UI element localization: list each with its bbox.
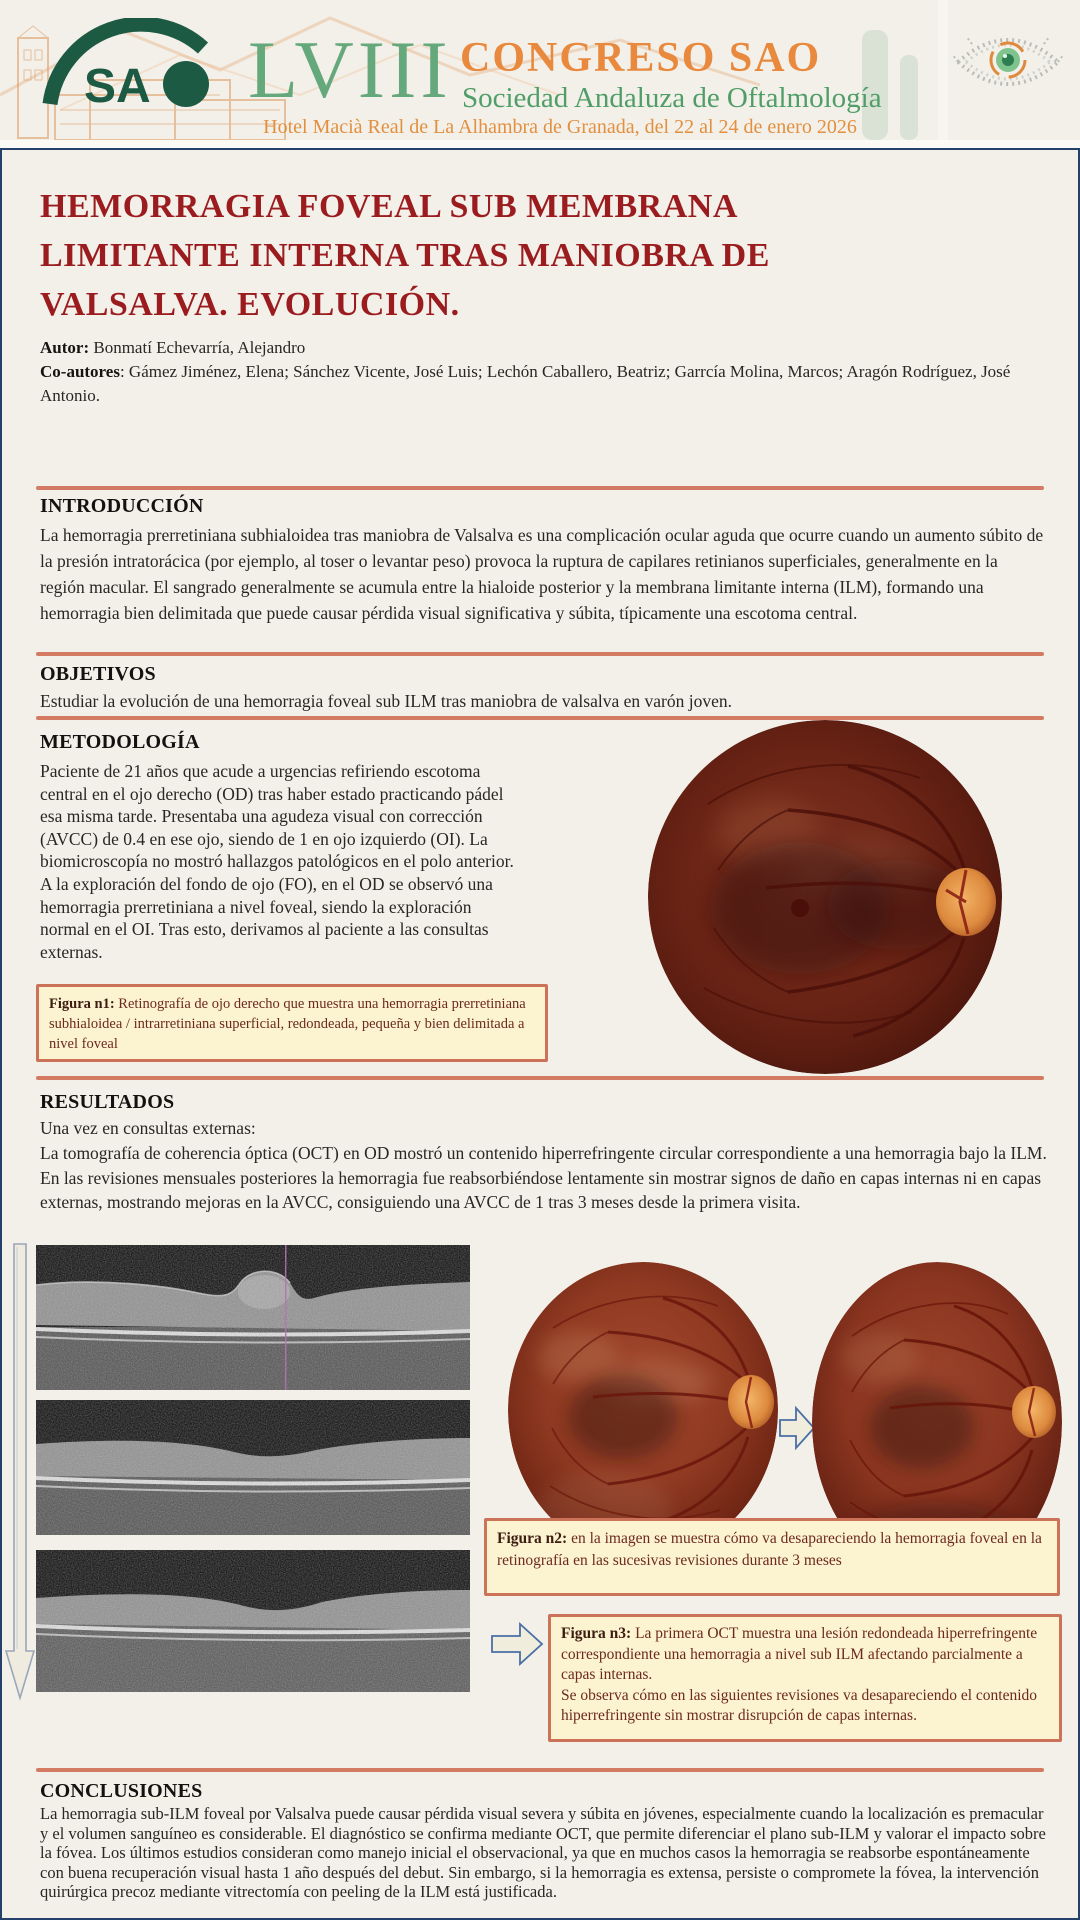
coauthors-line — [40, 360, 1040, 408]
down-arrow-icon — [4, 1243, 36, 1701]
oct-scan-followup-1 — [36, 1400, 470, 1535]
congress-society-name: Sociedad Andaluza de Oftalmología — [462, 82, 882, 114]
metodologia-text — [40, 760, 518, 963]
right-arrow-icon — [778, 1406, 816, 1450]
congress-header-banner — [0, 0, 1080, 140]
figure-3-label: Figura n3: — [561, 1625, 632, 1642]
figure-2-caption: en la imagen se muestra cómo va desapareciendo la hemorragia foveal en la retinografía en las sucesivas revisiones durante 3 meses — [497, 1530, 1042, 1569]
coauthors-names: : Gámez Jiménez, Elena; Sánchez Vicente, José Luis; Lechón Caballero, Beatriz; Garrcía Molina, Marcos; Aragón Rodríguez, José Antonio. — [40, 362, 1011, 405]
author-label: Autor: — [40, 338, 90, 357]
congress-edition-numeral: LVIII — [248, 24, 452, 115]
resultados-line-2: La tomografía de coherencia óptica (OCT) en OD mostró un contenido hiperrefringente circular correspondiente a una hemorragia bajo la ILM. — [40, 1142, 1047, 1163]
metodologia-paragraph-1: Paciente de 21 años que acude a urgencias refiriendo escotoma central en el ojo derecho (OD) tras haber estado practicando pádel esa misma tarde. Presentaba una agudeza visual con corrección (AVCC) de 0.4 en ese ojo, siendo de 1 en ojo izquierdo (OI). La biomicroscopía no mostró hallazgos patológicos en el polo anterior. — [40, 761, 514, 872]
fundus-photo-followup-1 — [508, 1262, 778, 1558]
section-divider — [36, 486, 1044, 490]
section-divider — [36, 652, 1044, 656]
section-heading-conclusiones: CONCLUSIONES — [40, 1780, 203, 1802]
figure-3-caption-text-1: La primera OCT muestra una lesión redondeada hiperrefringente correspondiente una hemorragia a nivel sub ILM afectando parcialmente a capas internas. — [561, 1625, 1038, 1683]
oct-scan-followup-2 — [36, 1550, 470, 1692]
figure-3-caption-line-1 — [561, 1624, 1049, 1686]
right-arrow-icon — [490, 1622, 544, 1666]
figure-1-caption-box — [36, 984, 548, 1062]
sao-logo-text: SA — [84, 60, 151, 113]
section-heading-objetivos: OBJETIVOS — [40, 663, 156, 685]
congress-venue-date: Hotel Macià Real de La Alhambra de Granada, del 22 al 24 de enero 2026 — [263, 116, 857, 138]
coauthors-label: Co-autores — [40, 362, 120, 381]
sao-logo — [38, 18, 233, 114]
eye-mosaic-logo — [952, 12, 1064, 112]
objetivos-text: Estudiar la evolución de una hemorragia foveal sub ILM tras maniobra de valsalva en varón joven. — [40, 691, 732, 711]
figure-3-caption-line-2: Se observa cómo en las siguientes revisiones va desapareciendo el contenido hiperrefringente sin mostrar disrupción de capas internas. — [561, 1686, 1038, 1724]
resultados-line-1: Una vez en consultas externas: — [40, 1118, 256, 1138]
section-heading-resultados: RESULTADOS — [40, 1091, 175, 1113]
figure-1-caption: Retinografía de ojo derecho que muestra una hemorragia prerretiniana subhialoidea / intrarretiniana superficial, redondeada, pequeña y bien delimitada a nivel foveal — [49, 996, 526, 1052]
fundus-photo-right-eye-initial — [648, 720, 1002, 1074]
figure-1-label: Figura n1: — [49, 996, 115, 1012]
header-divider-strip — [0, 140, 1080, 148]
resultados-text — [40, 1116, 1048, 1215]
figure-2-label: Figura n2: — [497, 1530, 568, 1547]
conclusiones-text: La hemorragia sub-ILM foveal por Valsalva puede causar pérdida visual severa y súbita en jóvenes, especialmente cuando la localización es premacular y el volumen sanguíneo es considerable. El diagnóstico se confirma mediante OCT, que permite diferenciar el plano sub-ILM y valorar el impacto sobre la fóvea. Los últimos estudios consideran como manejo inicial el observacional, ya que en muchos casos la hemorragia se reabsorbe espontáneamente con buena recuperación visual hasta 1 año después del debut. Sin embargo, si la hemorragia es extensa, persiste o compromete la fóvea, la intervención quirúrgica precoz mediante vitrectomía con peeling de la ILM está justificada. — [40, 1804, 1046, 1902]
poster-title: HEMORRAGIA FOVEAL SUB MEMBRANA LIMITANTE INTERNA TRAS MANIOBRA DE VALSALVA. EVOLUCIÓN. — [40, 188, 770, 323]
poster-authors — [40, 336, 1040, 408]
author-line — [40, 336, 1040, 360]
section-divider — [36, 1768, 1044, 1772]
author-name: Bonmatí Echevarría, Alejandro — [89, 338, 306, 357]
congress-title: CONGRESO SAO — [460, 35, 822, 81]
oct-scan-initial-hemorrhage — [36, 1245, 470, 1390]
introduccion-text: La hemorragia prerretiniana subhialoidea tras maniobra de Valsalva es una complicación ocular aguda que ocurre cuando un aumento súbito de la presión intratorácica (por ejemplo, al toser o levantar peso) provoca la ruptura de capilares retinianos superficiales, generalmente en la región macular. El sangrado generalmente se acumula entre la hialoide posterior y la membrana limitante interna (ILM), formando una hemorragia bien delimitada que puede causar pérdida visual significativa y súbita, típicamente una escotoma central. — [40, 525, 1044, 623]
section-divider — [36, 1076, 1044, 1080]
metodologia-paragraph-2: A la exploración del fondo de ojo (FO), en el OD se observó una hemorragia prerretiniana a nivel foveal, siendo la exploración normal en el OI. Tras esto, derivamos al paciente a las consultas externas. — [40, 873, 493, 962]
section-heading-introduccion: INTRODUCCIÓN — [40, 495, 204, 517]
figure-3-caption-box — [548, 1614, 1062, 1742]
resultados-line-3: En las revisiones mensuales posteriores la hemorragia fue reabsorbiéndose lentamente sin mostrar signos de daño en capas internas ni en capas externas, mostrando mejoras en la AVCC, consiguiendo una AVCC de 1 tras 3 meses desde la primera visita. — [40, 1167, 1042, 1213]
section-heading-metodologia: METODOLOGÍA — [40, 731, 200, 753]
figure-2-caption-box — [484, 1518, 1060, 1596]
